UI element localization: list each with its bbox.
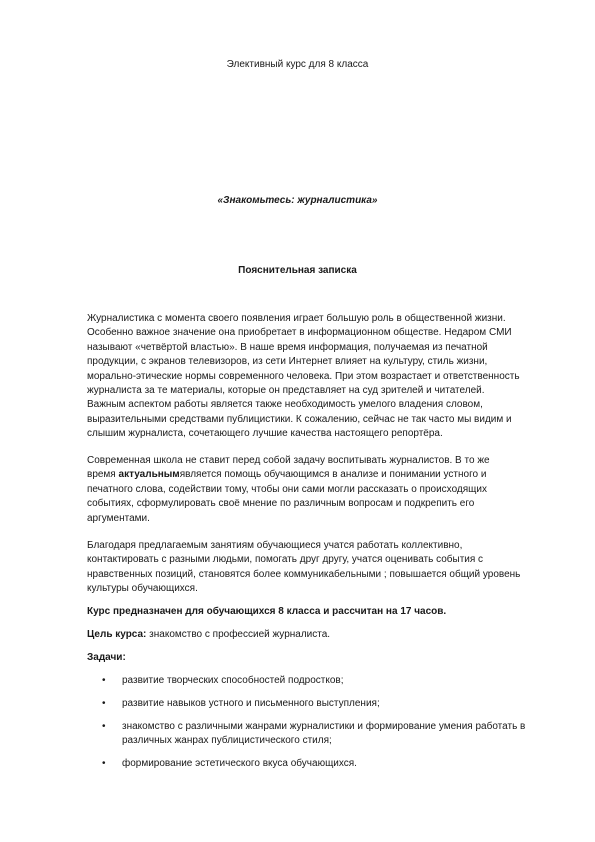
paragraph-line: выразительными средствами публицистики. К сожалению, сейчас не так часто мы видим и <box>87 413 512 425</box>
paragraph-line: морально-этические нормы современного человека. При этом возрастает и ответственность <box>87 370 520 382</box>
bullet-icon: • <box>102 698 106 709</box>
paragraph-line: нравственных позиций, становятся более коммуникабельными ; повышается общий уровень <box>87 568 521 580</box>
paragraph-intro <box>87 312 533 442</box>
paragraph-benefits <box>87 539 533 597</box>
line-suffix: является помощь обучающимся в анализе и понимании устного и <box>179 469 487 481</box>
paragraph-line: называют «четвёртой властью». В наше время информация, получаемая из печатной <box>87 341 488 353</box>
task-text: формирование эстетического вкуса обучающихся. <box>122 758 357 769</box>
course-goal <box>87 628 533 642</box>
paragraph-line: Особенно важное значение она приобретает в информационном обществе. Недаром СМИ <box>87 327 512 339</box>
paragraph-line: аргументами. <box>87 512 150 524</box>
paragraph-school <box>87 454 533 526</box>
paragraph-line: событиях, сформулировать своё мнение по различным вопросам и подкрепить его <box>87 498 475 510</box>
paragraph-line: культуры обучающихся. <box>87 583 198 595</box>
goal-text: знакомство с профессией журналиста. <box>146 629 331 640</box>
tasks-label: Задачи: <box>87 652 126 663</box>
course-info: Курс предназначен для обучающихся 8 класса и рассчитан на 17 часов. <box>87 606 447 617</box>
task-text: развитие навыков устного и письменного выступления; <box>122 698 380 709</box>
course-title: «Знакомьтесь: журналистика» <box>217 195 378 206</box>
paragraph-line: журналиста за те материалы, которые он представляет на суд зрителей и читателей. <box>87 385 485 397</box>
bullet-icon: • <box>102 721 106 732</box>
paragraph-line: Журналистика с момента своего появления играет большую роль в общественной жизни. <box>87 313 506 324</box>
bullet-icon: • <box>102 675 106 686</box>
paragraph-line: слышим журналиста, сочетающего лучшие качества настоящего репортёра. <box>87 428 443 440</box>
goal-label: Цель курса: <box>87 629 147 640</box>
line-prefix: время <box>87 469 119 481</box>
paragraph-line: Современная школа не ставит перед собой задачу воспитывать журналистов. В то же <box>87 455 490 466</box>
emphasis-word: актуальным <box>118 469 180 481</box>
paragraph-line: Важным аспектом работы является также необходимость умелого владения словом, <box>87 399 483 411</box>
bullet-icon: • <box>102 758 106 769</box>
paragraph-line <box>87 468 533 482</box>
paragraph-line: печатного слова, содействии тому, чтобы они сами могли рассказать о происходящих <box>87 483 487 495</box>
paragraph-line: Благодаря предлагаемым занятиям обучающиеся учатся работать коллективно, <box>87 540 463 551</box>
explanatory-note-title: Пояснительная записка <box>238 265 357 276</box>
paragraph-line: продукции, с экранов телевизоров, из сети Интернет влияет на культуру, стиль жизни, <box>87 356 488 368</box>
task-text: знакомство с различными жанрами журналистики и формирование умения работать в различных жанрах публицистического стиля; <box>122 721 526 747</box>
paragraph-line: контактировать с разными людьми, помогать друг другу, учатся оценивать события с <box>87 554 484 566</box>
course-type-header: Элективный курс для 8 класса <box>226 59 369 70</box>
task-text: развитие творческих способностей подростков; <box>122 675 344 686</box>
